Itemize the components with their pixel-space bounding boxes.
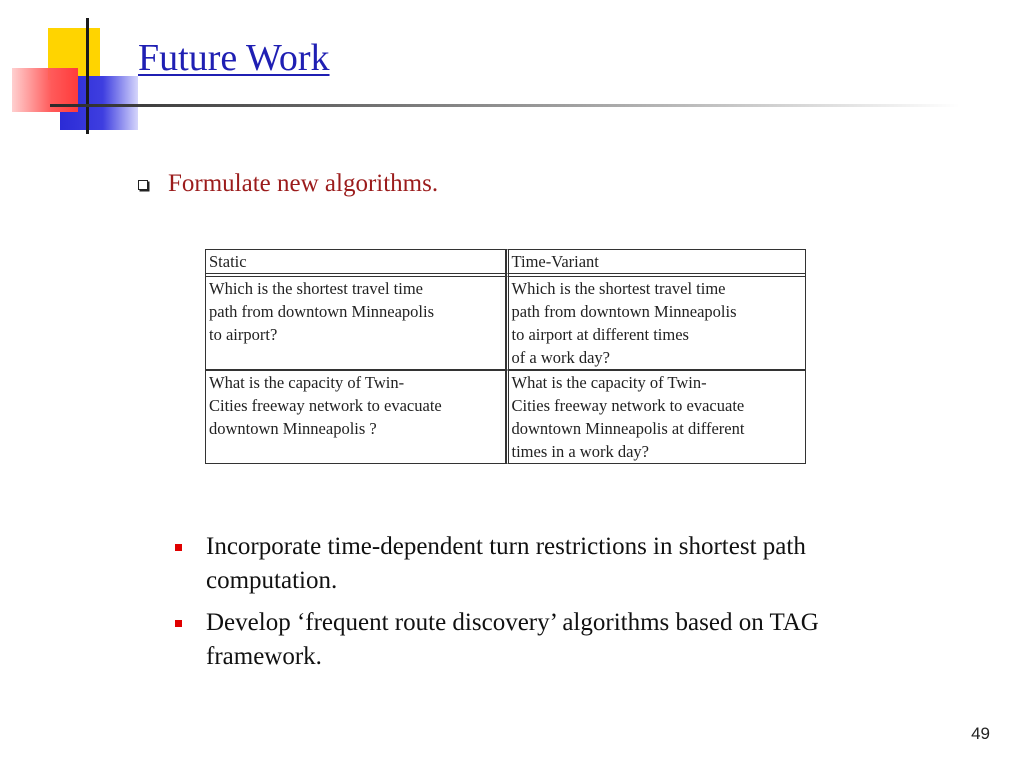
cell-line: Cities freeway network to evacuate (511, 396, 745, 415)
sub-bullet-text: Develop ‘frequent route discovery’ algorithms based on TAG framework. (206, 609, 819, 670)
red-square-bullet-icon (175, 544, 182, 551)
cell-line: Which is the shortest travel time (209, 279, 423, 298)
sub-bullet-list (175, 530, 905, 682)
cell-line: What is the capacity of Twin- (209, 373, 405, 392)
cell-static-capacity (205, 370, 506, 464)
list-item (175, 606, 905, 674)
cell-line: downtown Minneapolis at different (511, 419, 745, 438)
cell-static-shortest-path (205, 276, 506, 370)
table-row (205, 276, 806, 370)
cell-line: to airport at different times (511, 325, 689, 344)
cell-time-variant-capacity (506, 370, 807, 464)
cell-line: downtown Minneapolis ? (209, 419, 377, 438)
cell-line: times in a work day? (511, 442, 649, 461)
sub-bullet-text: Incorporate time-dependent turn restrictions in shortest path computation. (206, 533, 806, 594)
title-divider-line (50, 104, 960, 107)
page-number: 49 (971, 724, 990, 743)
table-row (205, 370, 806, 464)
list-item (175, 530, 905, 598)
header-time-variant: Time-Variant (506, 249, 807, 274)
logo-vertical-line (86, 18, 89, 134)
cell-line: of a work day? (511, 348, 611, 367)
comparison-table (205, 249, 806, 464)
cell-line: path from downtown Minneapolis (209, 302, 435, 321)
header-static: Static (205, 249, 506, 274)
slide-title[interactable]: Future Work (138, 37, 330, 79)
cell-line: What is the capacity of Twin- (511, 373, 707, 392)
table-header-row (205, 249, 806, 274)
square-bullet-icon (138, 180, 148, 190)
main-bullet (138, 170, 438, 198)
cell-line: Cities freeway network to evacuate (209, 396, 442, 415)
red-square-bullet-icon (175, 620, 182, 627)
cell-line: to airport? (209, 325, 278, 344)
cell-line: path from downtown Minneapolis (511, 302, 737, 321)
cell-line: Which is the shortest travel time (511, 279, 726, 298)
main-bullet-text: Formulate new algorithms. (168, 170, 439, 197)
cell-time-variant-shortest-path (506, 276, 807, 370)
